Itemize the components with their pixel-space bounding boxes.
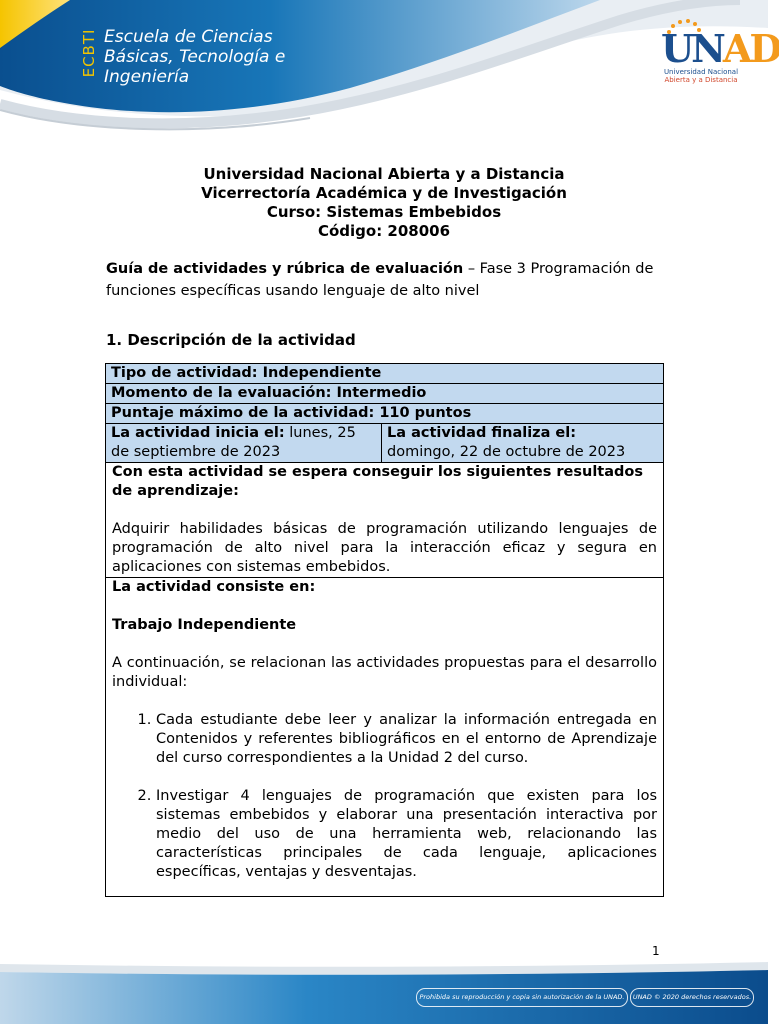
table-row: [106, 424, 664, 463]
inicia-label: La actividad inicia el:: [111, 425, 285, 441]
activity-list: [112, 711, 657, 882]
guide-subtitle-bold: Guía de actividades y rúbrica de evaluación: [106, 261, 464, 277]
school-name-line: Básicas, Tecnología e: [104, 47, 286, 67]
finaliza-label: La actividad finaliza el:: [387, 425, 577, 441]
consiste-cell: [106, 578, 664, 897]
table-row: [106, 463, 664, 578]
tipo-cell: Tipo de actividad: Independiente: [106, 364, 664, 384]
finaliza-value: domingo, 22 de octubre de 2023: [387, 444, 626, 460]
table-row: [106, 384, 664, 404]
section-heading: 1. Descripción de la actividad: [106, 331, 356, 349]
school-name-line: Ingeniería: [104, 67, 190, 87]
logo-wordmark: UNAD: [661, 26, 779, 71]
unad-logo: [655, 18, 779, 90]
resultados-text: Adquirir habilidades básicas de programación utilizando lenguajes de programación de alto nivel para la interacción eficaz y segura en aplicaciones con sistemas embebidos.: [112, 521, 657, 575]
momento-cell: Momento de la evaluación: Intermedio: [106, 384, 664, 404]
consiste-heading: La actividad consiste en:: [112, 579, 316, 595]
finaliza-cell: [382, 424, 664, 463]
table-row: [106, 404, 664, 424]
list-item: 2. Investigar 4 lenguajes de programación que existen para los sistemas embebidos y elaborar una presentación interactiva por medio del uso de una herramienta web, relacionando las características principales de cada lenguaje, aplicaciones específicas, ventajas y desventajas.: [156, 787, 657, 882]
title-line: Universidad Nacional Abierta y a Distancia: [203, 165, 565, 183]
guide-subtitle-rest: – Fase 3 Programación de funciones específicas usando lenguaje de alto nivel: [106, 261, 654, 299]
intro-text: A continuación, se relacionan las actividades propuestas para el desarrollo individual:: [112, 655, 657, 690]
page-number: 1: [652, 944, 660, 958]
table-row: [106, 364, 664, 384]
footer-notice: Prohibida su reproducción y copia sin autorización de la UNAD.: [416, 988, 628, 1007]
resultados-cell: [106, 463, 664, 578]
ecbti-vertical-tag: ECBTI: [80, 28, 98, 78]
puntaje-cell: Puntaje máximo de la actividad: 110 puntos: [106, 404, 664, 424]
header-banner: [0, 0, 779, 150]
inicia-value: lunes, 25 de septiembre de 2023: [111, 425, 356, 460]
title-line: Vicerrectoría Académica y de Investigación: [201, 184, 567, 202]
inicia-cell: [106, 424, 382, 463]
title-line: Código: 208006: [317, 222, 451, 240]
footer-copyright: UNAD © 2020 derechos reservados.: [630, 988, 754, 1007]
document-title: [0, 165, 768, 241]
resultados-heading: Con esta actividad se espera conseguir los siguientes resultados de aprendizaje:: [112, 464, 643, 499]
activity-table: [105, 363, 664, 897]
list-item: 1. Cada estudiante debe leer y analizar la información entregada en Contenidos y referentes bibliográficos en el entorno de Aprendizaje del curso correspondientes a la Unidad 2 del curso.: [156, 711, 657, 768]
table-row: [106, 578, 664, 897]
logo-caption: Universidad Nacional Abierta y a Distancia: [663, 68, 739, 84]
footer-banner: [0, 962, 768, 1024]
school-name-line: Escuela de Ciencias: [104, 27, 273, 47]
school-name: [104, 27, 304, 87]
trabajo-heading: Trabajo Independiente: [112, 617, 297, 633]
title-line: Curso: Sistemas Embebidos: [266, 203, 502, 221]
guide-subtitle: [106, 258, 666, 302]
